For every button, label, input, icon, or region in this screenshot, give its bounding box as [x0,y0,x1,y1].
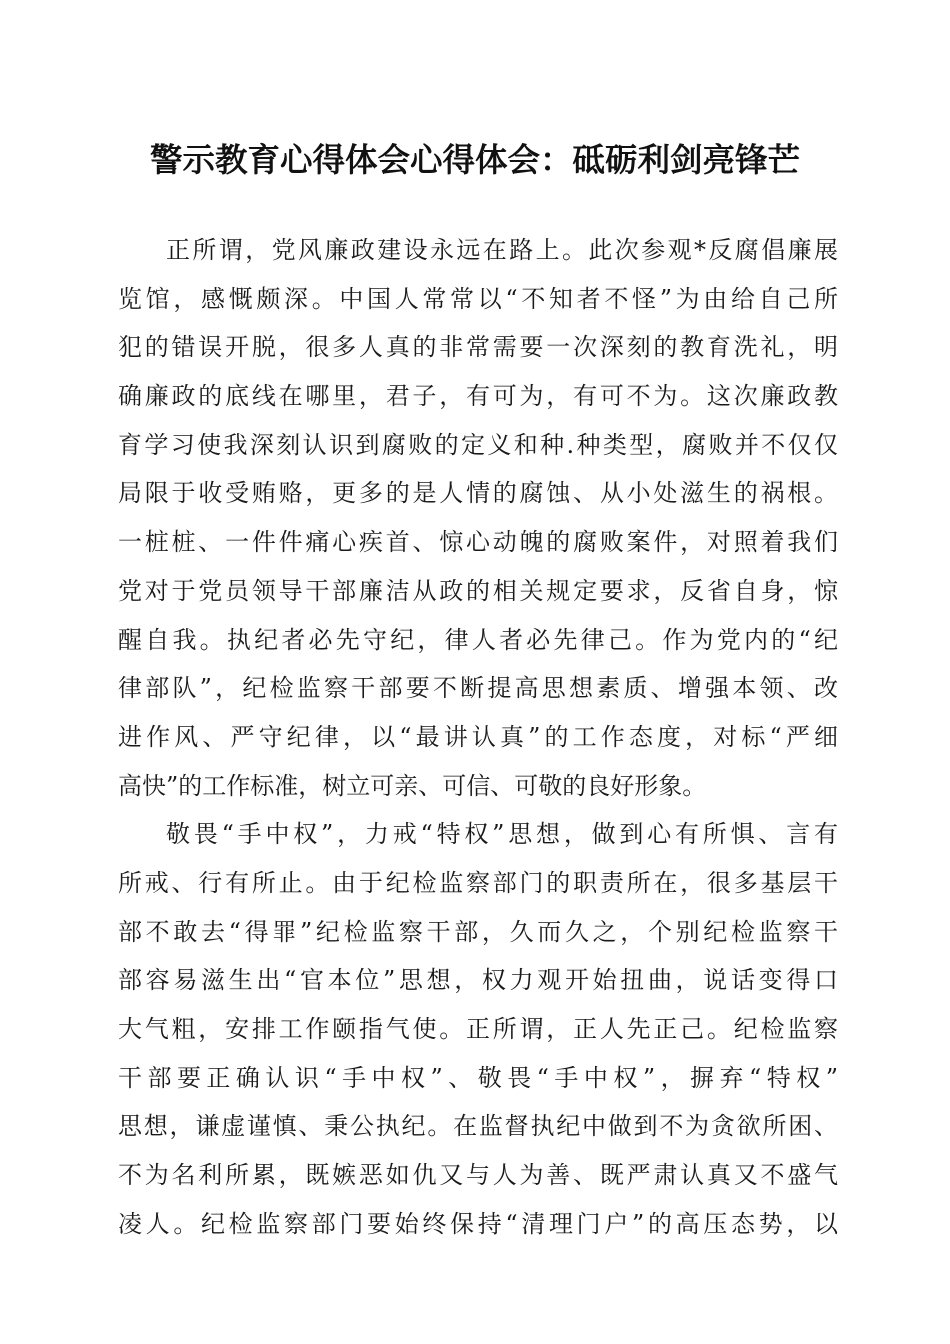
body-line: 正所谓，党风廉政建设永远在路上。此次参观*反腐倡廉展 [166,236,838,264]
body-line: 部不敢去“得罪”纪检监察干部，久而久之，个别纪检监察干 [118,917,838,946]
body-line: 干部要正确认识“手中权”、敬畏“手中权”，摒弃“特权” [118,1063,838,1092]
body-line: 所戒、行有所止。由于纪检监察部门的职责所在，很多基层干 [118,868,838,897]
body-line: 高快”的工作标准，树立可亲、可信、可敬的良好形象。 [118,771,707,800]
body-line: 党对于党员领导干部廉洁从政的相关规定要求，反省自身，惊 [118,576,838,605]
body-line: 不为名利所累，既嫉恶如仇又与人为善、既严肃认真又不盛气 [118,1161,838,1190]
body-line: 敬畏“手中权”，力戒“特权”思想，做到心有所惧、言有 [166,820,838,849]
body-line: 局限于收受贿赂，更多的是人情的腐蚀、从小处滋生的祸根。 [118,479,838,508]
document-title: 警示教育心得体会心得体会：砥砺利剑亮锋芒 [149,140,800,179]
body-line: 醒自我。执纪者必先守纪，律人者必先律己。作为党内的“纪 [118,625,838,654]
body-line: 犯的错误开脱，很多人真的非常需要一次深刻的教育洗礼，明 [118,333,838,362]
body-line: 凌人。纪检监察部门要始终保持“清理门户”的高压态势，以 [118,1209,838,1238]
body-line: 思想，谦虚谨慎、秉公执纪。在监督执纪中做到不为贪欲所困、 [118,1112,838,1141]
body-line: 一桩桩、一件件痛心疾首、惊心动魄的腐败案件，对照着我们 [118,528,838,557]
body-line: 律部队”，纪检监察干部要不断提高思想素质、增强本领、改 [118,674,838,703]
document-body [118,226,838,1248]
body-line: 览馆，感慨颇深。中国人常常以“不知者不怪”为由给自己所 [118,284,838,313]
body-line: 育学习使我深刻认识到腐败的定义和种.种类型，腐败并不仅仅 [118,430,838,459]
body-line: 部容易滋生出“官本位”思想，权力观开始扭曲，说话变得口 [118,966,838,995]
body-line: 进作风、严守纪律，以“最讲认真”的工作态度，对标“严细 [118,722,838,751]
body-line: 大气粗，安排工作颐指气使。正所谓，正人先正己。纪检监察 [118,1015,838,1043]
body-line: 确廉政的底线在哪里，君子，有可为，有可不为。这次廉政教 [118,382,838,411]
